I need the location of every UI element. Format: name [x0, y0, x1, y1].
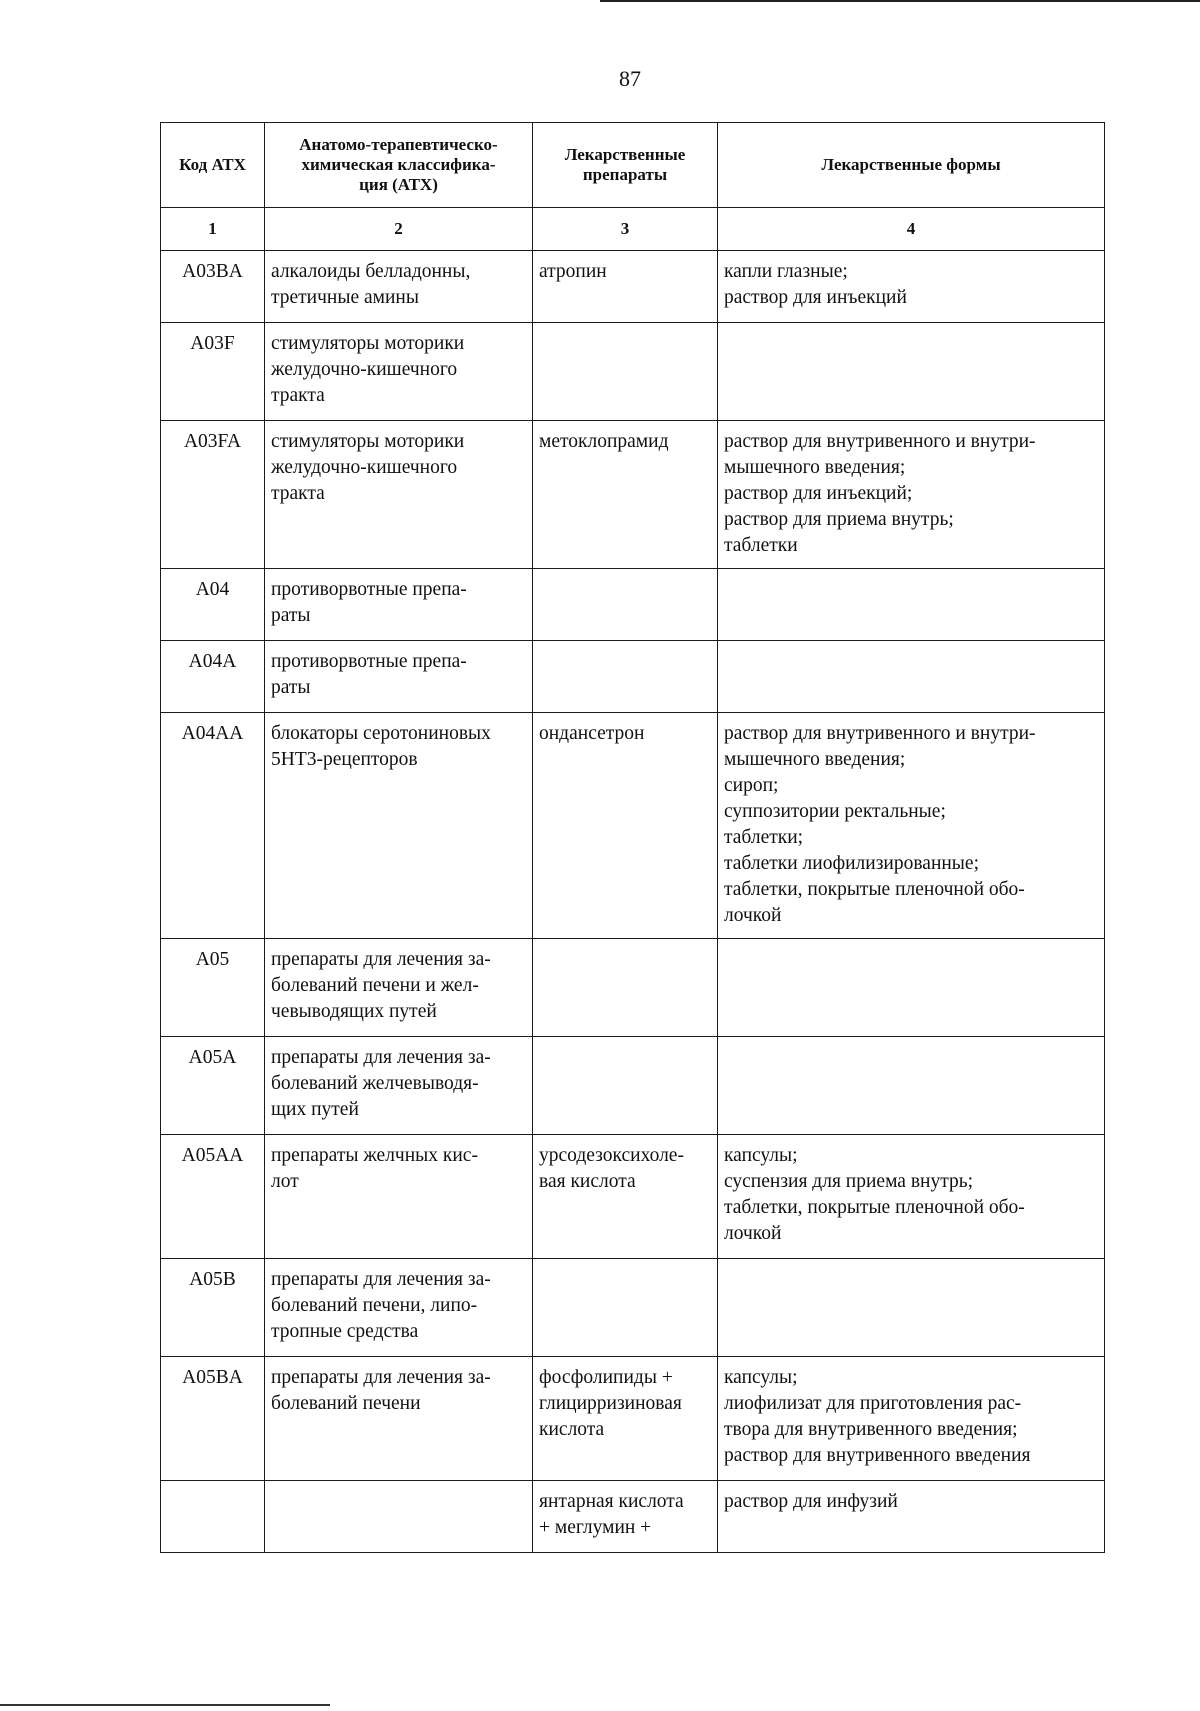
classification-line: щих путей — [271, 1099, 359, 1120]
cell-drugs — [533, 1357, 718, 1481]
cell-drugs — [533, 713, 718, 939]
header-classification — [265, 123, 533, 208]
drugs-line: + меглумин + — [539, 1517, 652, 1538]
cell-atx-code: A03F — [161, 323, 265, 421]
table-row — [161, 421, 1105, 569]
forms-line: сироп; — [724, 775, 779, 796]
classification-line: раты — [271, 605, 311, 626]
cell-drugs — [533, 1037, 718, 1135]
classification-line: блокаторы серотониновых — [271, 723, 491, 744]
cell-classification — [265, 569, 533, 641]
cell-classification — [265, 713, 533, 939]
forms-line: таблетки, покрытые пленочной обо- — [724, 879, 1025, 900]
cell-classification — [265, 323, 533, 421]
forms-line: раствор для внутривенного введения — [724, 1445, 1031, 1466]
classification-line: тропные средства — [271, 1321, 419, 1342]
atx-drug-table — [160, 122, 1105, 1553]
forms-line: мышечного введения; — [724, 749, 906, 770]
forms-line: лочкой — [724, 1223, 782, 1244]
cell-forms — [718, 641, 1105, 713]
cell-classification — [265, 1481, 533, 1553]
classification-line: болеваний печени и жел- — [271, 975, 479, 996]
header-classification-line: химическая классифика- — [301, 155, 496, 174]
classification-line: противорвотные препа- — [271, 651, 467, 672]
cell-atx-code: A05B — [161, 1259, 265, 1357]
forms-line: раствор для внутривенного и внутри- — [724, 431, 1036, 452]
forms-line: раствор для инфузий — [724, 1491, 898, 1512]
cell-drugs — [533, 323, 718, 421]
classification-line: стимуляторы моторики — [271, 431, 465, 452]
classification-line: препараты для лечения за- — [271, 949, 491, 970]
cell-atx-code: A05BA — [161, 1357, 265, 1481]
classification-line: стимуляторы моторики — [271, 333, 465, 354]
cell-drugs — [533, 251, 718, 323]
forms-line: раствор для инъекций; — [724, 483, 913, 504]
cell-drugs — [533, 1259, 718, 1357]
classification-line: лот — [271, 1171, 299, 1192]
header-classification-line: Анатомо-терапевтическо- — [299, 135, 498, 154]
table-row — [161, 569, 1105, 641]
classification-line: препараты для лечения за- — [271, 1269, 491, 1290]
header-drugs — [533, 123, 718, 208]
cell-drugs — [533, 421, 718, 569]
scan-edge-line — [600, 0, 1200, 2]
cell-classification — [265, 421, 533, 569]
column-number: 4 — [718, 208, 1105, 251]
cell-forms — [718, 1357, 1105, 1481]
table-row — [161, 1481, 1105, 1553]
classification-line: противорвотные препа- — [271, 579, 467, 600]
forms-line: лиофилизат для приготовления рас- — [724, 1393, 1022, 1414]
classification-line: препараты для лечения за- — [271, 1047, 491, 1068]
classification-line: 5HT3-рецепторов — [271, 749, 418, 770]
header-forms: Лекарственные формы — [718, 123, 1105, 208]
classification-line: желудочно-кишечного — [271, 457, 458, 478]
table-row — [161, 641, 1105, 713]
table-row — [161, 251, 1105, 323]
drugs-line: кислота — [539, 1419, 605, 1440]
table-row — [161, 1037, 1105, 1135]
cell-drugs — [533, 1135, 718, 1259]
cell-classification — [265, 1357, 533, 1481]
cell-forms — [718, 569, 1105, 641]
cell-forms — [718, 323, 1105, 421]
classification-line: третичные амины — [271, 287, 419, 308]
cell-atx-code: A05 — [161, 939, 265, 1037]
table-row — [161, 1259, 1105, 1357]
cell-forms — [718, 1259, 1105, 1357]
classification-line: препараты желчных кис- — [271, 1145, 478, 1166]
forms-line: капли глазные; — [724, 261, 848, 282]
header-classification-line: ция (АТХ) — [359, 175, 438, 194]
table-row — [161, 323, 1105, 421]
cell-forms — [718, 1481, 1105, 1553]
forms-line: суппозитории ректальные; — [724, 801, 946, 822]
forms-line: таблетки — [724, 535, 798, 556]
column-number-row — [161, 208, 1105, 251]
scan-footer-line — [0, 1704, 330, 1706]
forms-line: твора для внутривенного введения; — [724, 1419, 1018, 1440]
forms-line: капсулы; — [724, 1367, 798, 1388]
cell-atx-code: A04 — [161, 569, 265, 641]
column-number: 2 — [265, 208, 533, 251]
cell-atx-code: A05A — [161, 1037, 265, 1135]
cell-forms — [718, 713, 1105, 939]
forms-line: таблетки лиофилизированные; — [724, 853, 979, 874]
forms-line: раствор для инъекций — [724, 287, 907, 308]
cell-atx-code: A05AA — [161, 1135, 265, 1259]
drugs-line: метоклопрамид — [539, 431, 669, 452]
classification-line: алкалоиды белладонны, — [271, 261, 471, 282]
header-drugs-line: Лекарственные — [564, 145, 686, 164]
cell-classification — [265, 641, 533, 713]
cell-drugs — [533, 569, 718, 641]
classification-line: желудочно-кишечного — [271, 359, 458, 380]
forms-line: раствор для приема внутрь; — [724, 509, 954, 530]
classification-line: болеваний печени, липо- — [271, 1295, 478, 1316]
drugs-line: глицирризиновая — [539, 1393, 682, 1414]
table-row — [161, 1135, 1105, 1259]
cell-classification — [265, 1135, 533, 1259]
drugs-line: вая кислота — [539, 1171, 636, 1192]
cell-classification — [265, 1259, 533, 1357]
cell-atx-code — [161, 1481, 265, 1553]
table-header-row — [161, 123, 1105, 208]
cell-classification — [265, 251, 533, 323]
forms-line: мышечного введения; — [724, 457, 906, 478]
table-row — [161, 939, 1105, 1037]
cell-classification — [265, 939, 533, 1037]
forms-line: таблетки, покрытые пленочной обо- — [724, 1197, 1025, 1218]
drugs-line: атропин — [539, 261, 607, 282]
table-row — [161, 1357, 1105, 1481]
cell-drugs — [533, 939, 718, 1037]
drugs-line: ондансетрон — [539, 723, 645, 744]
drugs-line: фосфолипиды + — [539, 1367, 673, 1388]
table-row — [161, 713, 1105, 939]
forms-line: суспензия для приема внутрь; — [724, 1171, 974, 1192]
column-number: 3 — [533, 208, 718, 251]
classification-line: чевыводящих путей — [271, 1001, 437, 1022]
cell-forms — [718, 1037, 1105, 1135]
header-code: Код АТХ — [161, 123, 265, 208]
table-body — [161, 251, 1105, 1553]
cell-forms — [718, 421, 1105, 569]
cell-drugs — [533, 641, 718, 713]
cell-forms — [718, 251, 1105, 323]
page-number: 87 — [619, 66, 641, 91]
drugs-line: янтарная кислота — [539, 1491, 684, 1512]
cell-forms — [718, 939, 1105, 1037]
forms-line: таблетки; — [724, 827, 804, 848]
cell-classification — [265, 1037, 533, 1135]
classification-line: болеваний печени — [271, 1393, 421, 1414]
drugs-line: урсодезоксихоле- — [539, 1145, 684, 1166]
column-number: 1 — [161, 208, 265, 251]
cell-forms — [718, 1135, 1105, 1259]
classification-line: тракта — [271, 483, 325, 504]
cell-drugs — [533, 1481, 718, 1553]
forms-line: раствор для внутривенного и внутри- — [724, 723, 1036, 744]
forms-line: капсулы; — [724, 1145, 798, 1166]
cell-atx-code: A03BA — [161, 251, 265, 323]
classification-line: препараты для лечения за- — [271, 1367, 491, 1388]
classification-line: раты — [271, 677, 311, 698]
cell-atx-code: A04A — [161, 641, 265, 713]
classification-line: тракта — [271, 385, 325, 406]
header-drugs-line: препараты — [582, 165, 668, 184]
cell-atx-code: A03FA — [161, 421, 265, 569]
classification-line: болеваний желчевыводя- — [271, 1073, 479, 1094]
forms-line: лочкой — [724, 905, 782, 926]
cell-atx-code: A04AA — [161, 713, 265, 939]
